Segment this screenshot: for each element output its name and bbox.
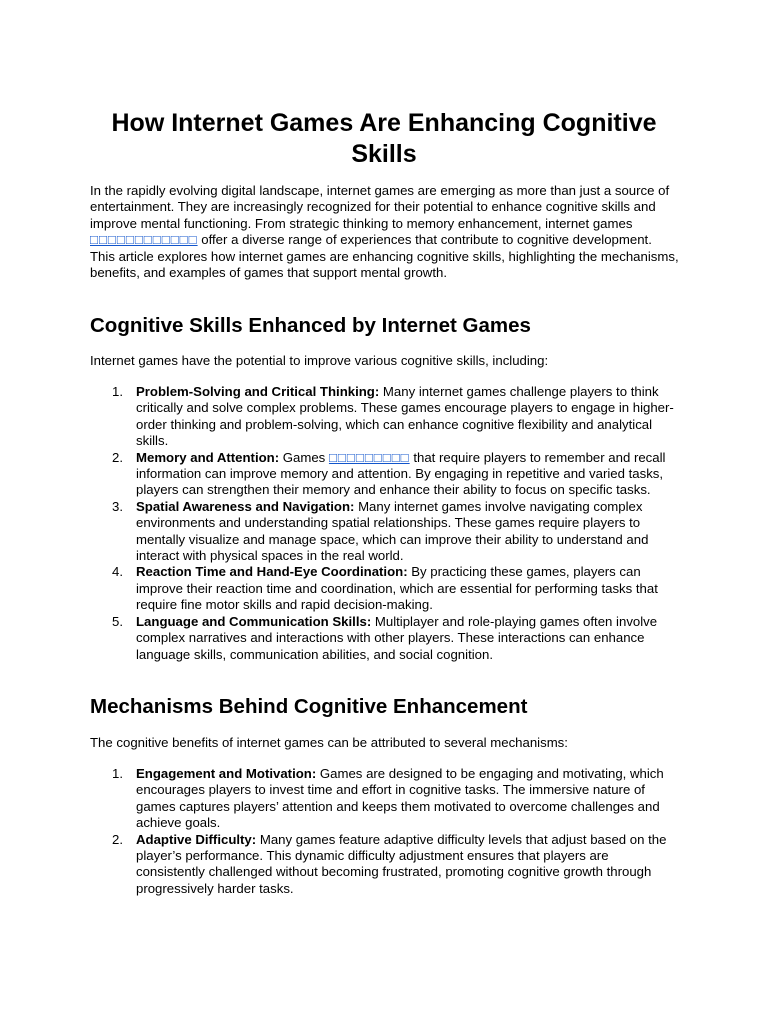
section2-lead: The cognitive benefits of internet games can be attributed to several mechanisms: (90, 735, 568, 750)
list-text: Many internet games involve navigating complex environments and understanding spatial relationships. These games require players to mentally visualize and manage space, which can improve their ability to understand and interact with physical spaces in the real world. (136, 498, 649, 564)
list-item (90, 614, 680, 663)
list-term: Engagement and Motivation: (136, 766, 317, 781)
list-number: 1. (112, 766, 123, 781)
list-item (90, 384, 680, 450)
list-term: Language and Communication Skills: (136, 613, 372, 629)
list-term: Reaction Time and Hand-Eye Coordination: (136, 564, 408, 580)
list-term: Memory and Attention: (136, 449, 280, 465)
list-item (90, 499, 680, 565)
list-number: 5. (112, 613, 123, 629)
list-number: 4. (112, 564, 123, 580)
list-number: 2. (112, 831, 123, 847)
list-term: Spatial Awareness and Navigation: (136, 498, 355, 514)
list-item (90, 450, 680, 499)
list-text: that require players to remember and recall information can improve memory and attention. By engaging in repetitive and varied tasks, players can strengthen their memory and enhance their ability to focus on specific tasks. (136, 449, 666, 498)
list-text: Games are designed to be engaging and motivating, which encourages players to invest time and effort in cognitive tasks. The immersive nature of games captures players’ attention and keeps them motivated to overcome challenges and achieve goals. (136, 766, 664, 831)
list-item (90, 832, 680, 898)
page-title: How Internet Games Are Enhancing Cognitive Skills (111, 109, 657, 168)
list-text: Many internet games challenge players to think critically and solve complex problems. These games encourage players to engage in higher-order thinking and problem-solving, which can enhance cognitive flexibility and analytical skills. (136, 384, 674, 449)
intro-text-before: In the rapidly evolving digital landscape, internet games are emerging as more than just a source of entertainment. They are increasingly recognized for their potential to enhance cognitive skills and improve mental functioning. From strategic thinking to memory enhancement, internet games (90, 183, 670, 231)
section2-heading: Mechanisms Behind Cognitive Enhancement (90, 695, 528, 718)
intro-link[interactable]: □□□□□□□□□□□□ (90, 232, 198, 248)
section2-list (90, 766, 680, 897)
intro-text-after: offer a diverse range of experiences that contribute to cognitive development. This article explores how internet games are enhancing cognitive skills, highlighting the mechanisms, benefits, and examples of games that support mental growth. (90, 232, 679, 281)
list-number: 2. (112, 449, 123, 465)
list-text-pre: Games (279, 449, 329, 465)
section1-lead: Internet games have the potential to improve various cognitive skills, including: (90, 353, 549, 368)
games-link[interactable]: □□□□□□□□□ (328, 449, 410, 465)
list-number: 3. (112, 498, 123, 514)
list-text: Multiplayer and role-playing games often involve complex narratives and interactions with other players. These interactions can enhance language skills, communication abilities, and social cognition. (136, 613, 658, 662)
list-number: 1. (112, 384, 123, 399)
list-text: Many games feature adaptive difficulty levels that adjust based on the player’s performance. This dynamic difficulty adjustment ensures that players are consistently challenged without becoming frustrated, promoting cognitive growth through progressively harder tasks. (136, 831, 667, 896)
intro-paragraph (90, 183, 680, 281)
list-item (90, 766, 680, 832)
list-term: Problem-Solving and Critical Thinking: (136, 384, 380, 399)
section1-heading: Cognitive Skills Enhanced by Internet Games (90, 314, 531, 337)
section1-list (90, 384, 680, 663)
list-text: By practicing these games, players can improve their reaction time and coordination, which are essential for performing tasks that require fine motor skills and rapid decision-making. (136, 564, 658, 613)
list-item (90, 564, 680, 613)
list-term: Adaptive Difficulty: (136, 831, 257, 847)
